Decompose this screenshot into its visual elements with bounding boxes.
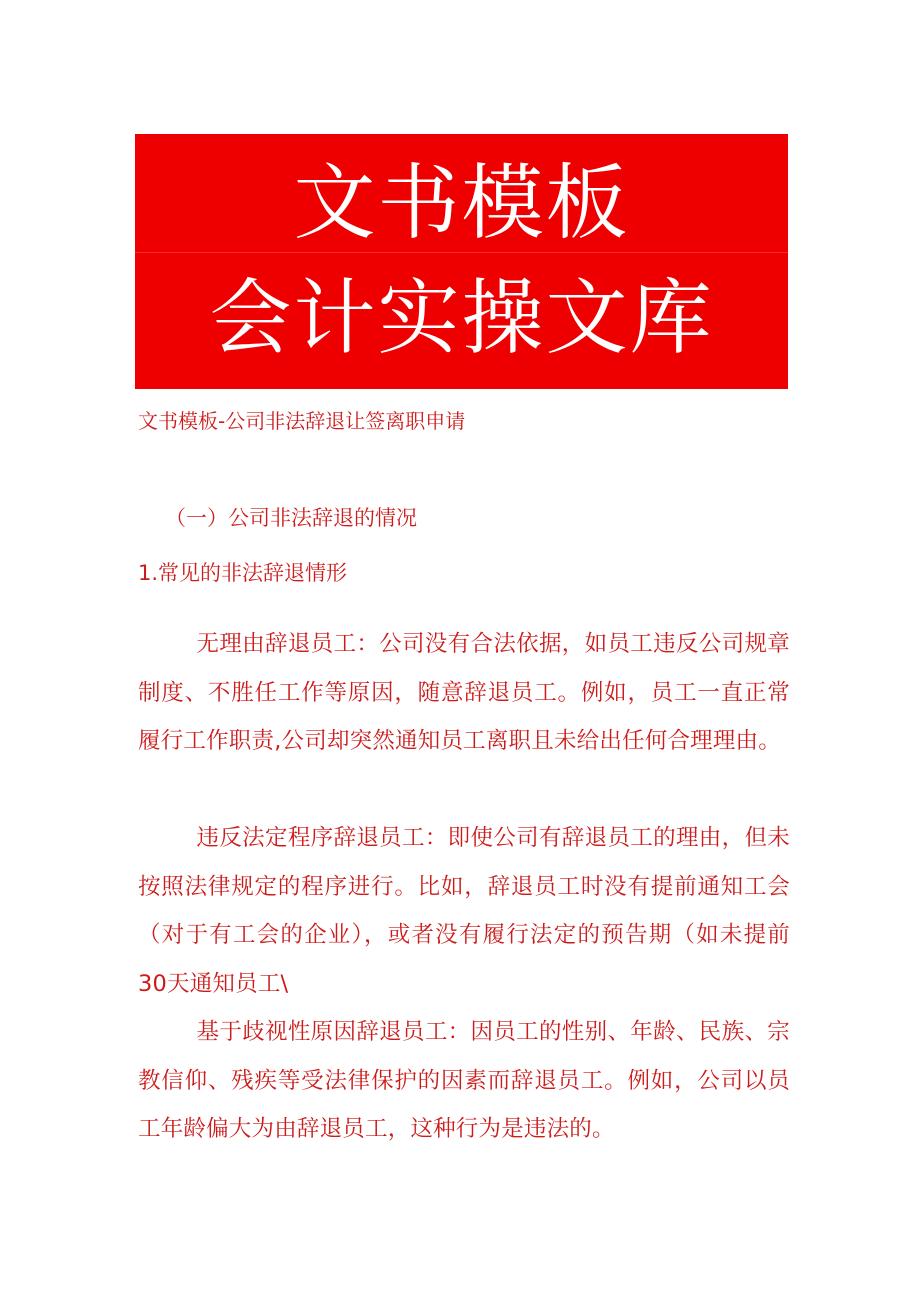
section-heading: （一）公司非法辞退的情况 bbox=[165, 506, 417, 530]
paragraph-discrimination-dismissal: 基于歧视性原因辞退员工：因员工的性别、年龄、民族、宗教信仰、残疾等受法律保护的因素而辞退员工。例如，公司以员工年龄偏大为由辞退员工，这种行为是违法的。 bbox=[138, 1019, 790, 1142]
sub-heading: 1.常见的非法辞退情形 bbox=[138, 561, 348, 585]
banner-divider bbox=[135, 252, 788, 253]
banner-title-line-2: 会计实操文库 bbox=[209, 271, 714, 366]
cover-banner bbox=[135, 134, 788, 389]
paragraph-no-reason-dismissal: 无理由辞退员工：公司没有合法依据，如员工违反公司规章制度、不胜任工作等原因，随意辞退员工。例如，员工一直正常履行工作职责,公司却突然通知员工离职且未给出任何合理理由。 bbox=[138, 631, 790, 754]
banner-title-line-1: 文书模板 bbox=[293, 156, 630, 251]
document-title: 文书模板-公司非法辞退让签离职申请 bbox=[138, 409, 466, 433]
paragraph-procedure-violation: 违反法定程序辞退员工：即使公司有辞退员工的理由，但未按照法律规定的程序进行。比如，辞退员工时没有提前通知工会（对于有工会的企业），或者没有履行法定的预告期（如未提前30天通知员工\ bbox=[138, 825, 790, 997]
